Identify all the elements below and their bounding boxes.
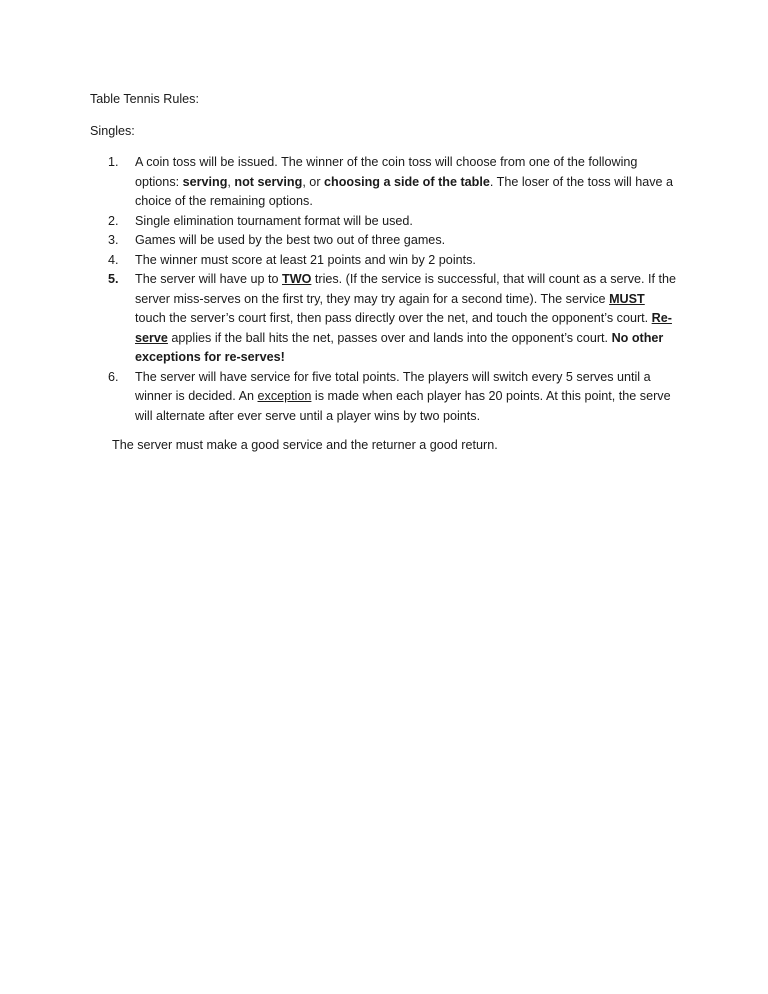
rule-number: 5. (108, 272, 119, 286)
rule-number: 3. (108, 233, 119, 247)
emphasis-no-exceptions: No other exceptions for re-serves! (135, 330, 664, 364)
rule-item-1 (108, 153, 678, 212)
rule-number: 2. (108, 213, 119, 228)
emphasis-two: TWO (282, 272, 312, 286)
closing-statement: The server must make a good service and the returner a good return. (112, 438, 498, 452)
rules-list (108, 153, 678, 426)
rule-text: tries. (If the service is successful, that will count as a serve. If the server miss-serves on the first try, they may try again for a second time). The service (135, 272, 677, 306)
option-not-serving: not serving (234, 174, 303, 189)
document-title: Table Tennis Rules: (90, 92, 199, 106)
rule-text: A coin toss will be issued. The winner of the coin toss will choose from one of the following options: (135, 155, 638, 189)
emphasis-re-serve: Re-serve (135, 311, 672, 345)
rule-text: The winner must score at least 21 points and win by 2 points. (135, 252, 476, 267)
rule-number: 6. (108, 369, 119, 384)
rule-text: Single elimination tournament format will be used. (135, 213, 413, 228)
rule-item-2 (108, 212, 678, 232)
rule-text: , or (302, 174, 325, 189)
rule-number: 1. (108, 155, 119, 169)
option-serving: serving (182, 174, 228, 189)
emphasis-exception: exception (257, 389, 312, 403)
emphasis-must: MUST (609, 291, 645, 306)
rule-text: The server will have up to (135, 272, 282, 286)
section-heading: Singles: (90, 124, 135, 138)
rule-text: touch the server’s court first, then pass directly over the net, and touch the opponent’s court. (135, 311, 652, 325)
rule-text: The server will have service for five total points. The players will switch every 5 serves until a winner is decided. An (135, 369, 651, 403)
rule-text: . The loser of the toss will have a choice of the remaining options. (135, 174, 674, 208)
rule-item-4 (108, 251, 678, 271)
option-choosing-side: choosing a side of the table (324, 174, 490, 189)
rule-text: applies if the ball hits the net, passes over and lands into the opponent’s court. (167, 330, 612, 345)
rule-text: Games will be used by the best two out of three games. (135, 233, 446, 247)
rule-item-6 (108, 368, 678, 427)
rule-text: is made when each player has 20 points. At this point, the serve will alternate after ever serve until a player wins by two points. (135, 389, 671, 423)
rule-text: , (227, 174, 235, 189)
rule-item-3 (108, 231, 678, 251)
rule-number: 4. (108, 252, 119, 267)
rule-item-5 (108, 270, 678, 368)
